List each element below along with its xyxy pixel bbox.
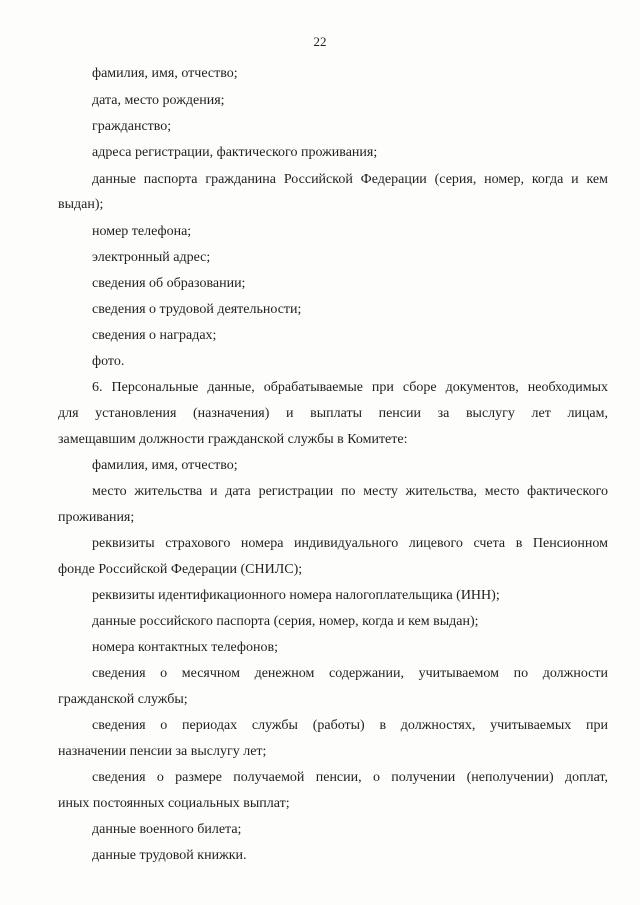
text-line: фото. <box>92 354 125 369</box>
text-line: для установления (назначения) и выплаты пенсии за выслугу лет лицам, <box>58 406 608 421</box>
text-line: иных постоянных социальных выплат; <box>58 796 290 811</box>
text-line: замещавшим должности гражданской службы в Комитете: <box>58 432 408 447</box>
text-line: данные российского паспорта (серия, номер, когда и кем выдан); <box>92 614 479 629</box>
text-line: сведения о наградах; <box>92 328 217 343</box>
text-line: сведения о размере получаемой пенсии, о получении (неполучении) доплат, <box>92 770 608 785</box>
text-line: назначении пенсии за выслугу лет; <box>58 744 267 759</box>
text-line: фамилия, имя, отчество; <box>92 458 238 473</box>
page-number: 22 <box>313 34 327 49</box>
text-line: реквизиты страхового номера индивидуального лицевого счета в Пенсионном <box>92 536 608 551</box>
text-line: сведения о трудовой деятельности; <box>92 302 302 317</box>
text-line: номер телефона; <box>92 224 192 239</box>
text-line: данные военного билета; <box>92 822 242 837</box>
text-line: адреса регистрации, фактического проживания; <box>92 145 378 160</box>
text-line: фамилия, имя, отчество; <box>92 66 238 81</box>
text-line: гражданской службы; <box>58 692 188 707</box>
text-line: 6. Персональные данные, обрабатываемые при сборе документов, необходимых <box>92 380 608 395</box>
text-line: сведения о периодах службы (работы) в должностях, учитываемых при <box>92 718 608 733</box>
text-line: проживания; <box>58 510 135 525</box>
text-line: сведения об образовании; <box>92 276 246 291</box>
text-line: реквизиты идентификационного номера налогоплательщика (ИНН); <box>92 588 500 603</box>
text-line: гражданство; <box>92 119 172 134</box>
text-line: данные паспорта гражданина Российской Федерации (серия, номер, когда и кем <box>92 172 608 187</box>
text-line: выдан); <box>58 197 104 212</box>
text-line: номера контактных телефонов; <box>92 640 278 655</box>
text-line: дата, место рождения; <box>92 93 225 108</box>
text-line: фонде Российской Федерации (СНИЛС); <box>58 562 303 577</box>
text-line: электронный адрес; <box>92 250 211 265</box>
text-line: данные трудовой книжки. <box>92 848 247 863</box>
text-line: сведения о месячном денежном содержании, учитываемом по должности <box>92 666 608 681</box>
text-line: место жительства и дата регистрации по месту жительства, место фактического <box>92 484 608 499</box>
